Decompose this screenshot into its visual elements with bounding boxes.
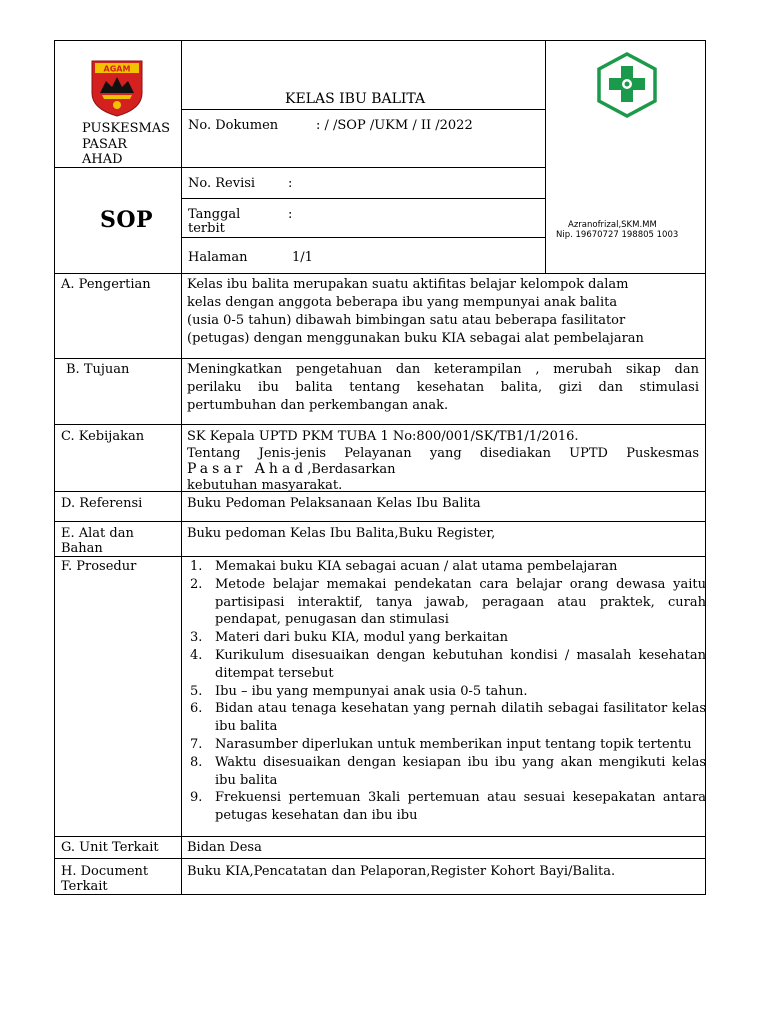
row-divider-e (54, 556, 706, 557)
prosedur-item: 8. Waktu disesuaikan dengan kesiapan ibu ibu yang akan mengikuti kelas ibu balita (190, 754, 706, 788)
doc-no-label: No. Dokumen (188, 118, 279, 133)
border-top (54, 40, 706, 41)
tanggal-label-1: Tanggal (188, 207, 241, 222)
doc-no-value: : / /SOP /UKM / II /2022 (316, 118, 473, 133)
revisi-divider (181, 198, 546, 199)
tujuan-line-1: Meningkatkan pengetahuan dan keterampilan , merubah sikap dan (187, 362, 699, 377)
revisi-label: No. Revisi (188, 176, 256, 191)
pengertian-line-3: (usia 0-5 tahun) dibawah bimbingan satu atau beberapa fasilitator (187, 313, 626, 328)
tujuan-label: B. Tujuan (66, 362, 130, 377)
sop-label: SOP (100, 207, 154, 233)
prosedur-item: 9. Frekuensi pertemuan 3kali pertemuan atau sesuai kesepakatan antara petugas kesehatan dan ibu ibu (190, 790, 706, 824)
kebijakan-line-3 (187, 461, 396, 479)
unit-label: G. Unit Terkait (61, 840, 159, 855)
title-divider (181, 109, 546, 110)
row-divider-f (54, 836, 706, 837)
prosedur-item-text: Ibu – ibu yang mempunyai anak usia 0-5 tahun. (215, 683, 528, 699)
org-name-line-1: PUSKESMAS (82, 121, 171, 136)
dokumen-text: Buku KIA,Pencatatan dan Pelaporan,Register Kohort Bayi/Balita. (187, 864, 616, 879)
tujuan-line-3: pertumbuhan dan perkembangan anak. (187, 398, 449, 413)
alat-label-2: Bahan (61, 541, 103, 556)
row-divider-d (54, 521, 706, 522)
revisi-colon: : (288, 176, 293, 191)
org-name-line-3: AHAD (82, 152, 123, 167)
prosedur-item-text: Bidan atau tenaga kesehatan yang pernah dilatih sebagai fasilitator kelas ibu balita (215, 701, 706, 735)
kebijakan-line-3-rest: ,Berdasarkan (307, 462, 396, 477)
column-divider (181, 40, 182, 895)
prosedur-item-text: Metode belajar memakai pendekatan cara belajar orang dewasa yaitu partisipasi interaktif, tanya jawab, peragaan atau praktek, curah pendapat, penugasan dan stimulasi (215, 576, 706, 628)
row-divider-b (54, 424, 706, 425)
border-bottom (54, 894, 706, 895)
prosedur-item: 1. Memakai buku KIA sebagai acuan / alat utama pembelajaran (187, 558, 706, 576)
prosedur-item: 3. Materi dari buku KIA, modul yang berkaitan (187, 629, 706, 647)
prosedur-item-text: Waktu disesuaikan dengan kesiapan ibu ibu yang akan mengikuti kelas ibu balita (215, 754, 706, 788)
tanggal-label-2: terbit (188, 221, 225, 236)
dokumen-label-1: H. Document (61, 864, 149, 879)
tanggal-divider (181, 237, 546, 238)
prosedur-item: 5. Ibu – ibu yang mempunyai anak usia 0-5 tahun. (187, 683, 706, 701)
prosedur-item: 6. Bidan atau tenaga kesehatan yang pernah dilatih sebagai fasilitator kelas ibu balita (190, 701, 706, 735)
dokumen-label-2: Terkait (61, 879, 108, 894)
document-title: KELAS IBU BALITA (285, 91, 426, 107)
row-divider-c (54, 491, 706, 492)
org-name-line-2: PASAR (82, 137, 128, 152)
prosedur-item-text: Frekuensi pertemuan 3kali pertemuan atau sesuai kesepakatan antara petugas kesehatan dan ibu ibu (215, 790, 706, 824)
prosedur-item-text: Kurikulum disesuaikan dengan kebutuhan kondisi / masalah kesehatan ditempat tersebut (215, 647, 706, 681)
kebijakan-line-4: kebutuhan masyarakat. (187, 478, 343, 493)
alat-label-1: E. Alat dan (61, 526, 134, 541)
referensi-text: Buku Pedoman Pelaksanaan Kelas Ibu Balita (187, 496, 481, 511)
header-row-divider (54, 167, 546, 168)
unit-text: Bidan Desa (187, 840, 262, 855)
prosedur-label: F. Prosedur (61, 559, 137, 574)
sop-document (54, 40, 706, 895)
puskesmas-logo (596, 52, 658, 118)
header-divider-top (545, 40, 546, 168)
prosedur-item: 7. Narasumber diperlukan untuk memberikan input tentang topik tertentu (187, 736, 706, 754)
prosedur-item: 2. Metode belajar memakai pendekatan cara belajar orang dewasa yaitu partisipasi interaktif, tanya jawab, peragaan atau praktek, curah pendapat, penugasan dan stimulasi (190, 576, 706, 628)
border-left (54, 40, 55, 895)
row-divider-g (54, 858, 706, 859)
header-divider-bottom (545, 168, 546, 273)
alat-text: Buku pedoman Kelas Ibu Balita,Buku Register, (187, 526, 496, 541)
kebijakan-place-name: Pasar Ahad (187, 461, 308, 477)
prosedur-item-text: Materi dari buku KIA, modul yang berkaitan (215, 630, 509, 646)
kebijakan-line-1: SK Kepala UPTD PKM TUBA 1 No:800/001/SK/TB1/1/2016. (187, 429, 579, 444)
prosedur-item-text: Narasumber diperlukan untuk memberikan input tentang topik tertentu (215, 736, 692, 752)
kebijakan-line-2: Tentang Jenis-jenis Pelayanan yang disediakan UPTD Puskesmas (187, 446, 699, 461)
signer-nip: Nip. 19670727 198805 1003 (556, 230, 679, 240)
pengertian-label: A. Pengertian (61, 277, 151, 292)
kebijakan-label: C. Kebijakan (61, 429, 145, 444)
tanggal-colon: : (288, 207, 293, 222)
prosedur-item-text: Memakai buku KIA sebagai acuan / alat utama pembelajaran (215, 559, 618, 574)
pengertian-line-1: Kelas ibu balita merupakan suatu aktifitas belajar kelompok dalam (187, 277, 629, 292)
referensi-label: D. Referensi (61, 496, 143, 511)
signer-name: Azranofrizal,SKM.MM (568, 220, 657, 230)
tujuan-line-2: perilaku ibu balita tentang kesehatan balita, gizi dan stimulasi (187, 380, 699, 395)
row-divider-a (54, 358, 706, 359)
header-bottom (54, 273, 706, 274)
agam-crest-logo (88, 59, 146, 117)
prosedur-list (187, 558, 706, 825)
prosedur-item: 4. Kurikulum disesuaikan dengan kebutuhan kondisi / masalah kesehatan ditempat tersebut (190, 647, 706, 681)
pengertian-line-2: kelas dengan anggota beberapa ibu yang mempunyai anak balita (187, 295, 618, 310)
crest-text: AGAM (103, 64, 131, 74)
halaman-value: 1/1 (292, 250, 313, 265)
halaman-label: Halaman (188, 250, 248, 265)
pengertian-line-4: (petugas) dengan menggunakan buku KIA sebagai alat pembelajaran (187, 331, 644, 346)
